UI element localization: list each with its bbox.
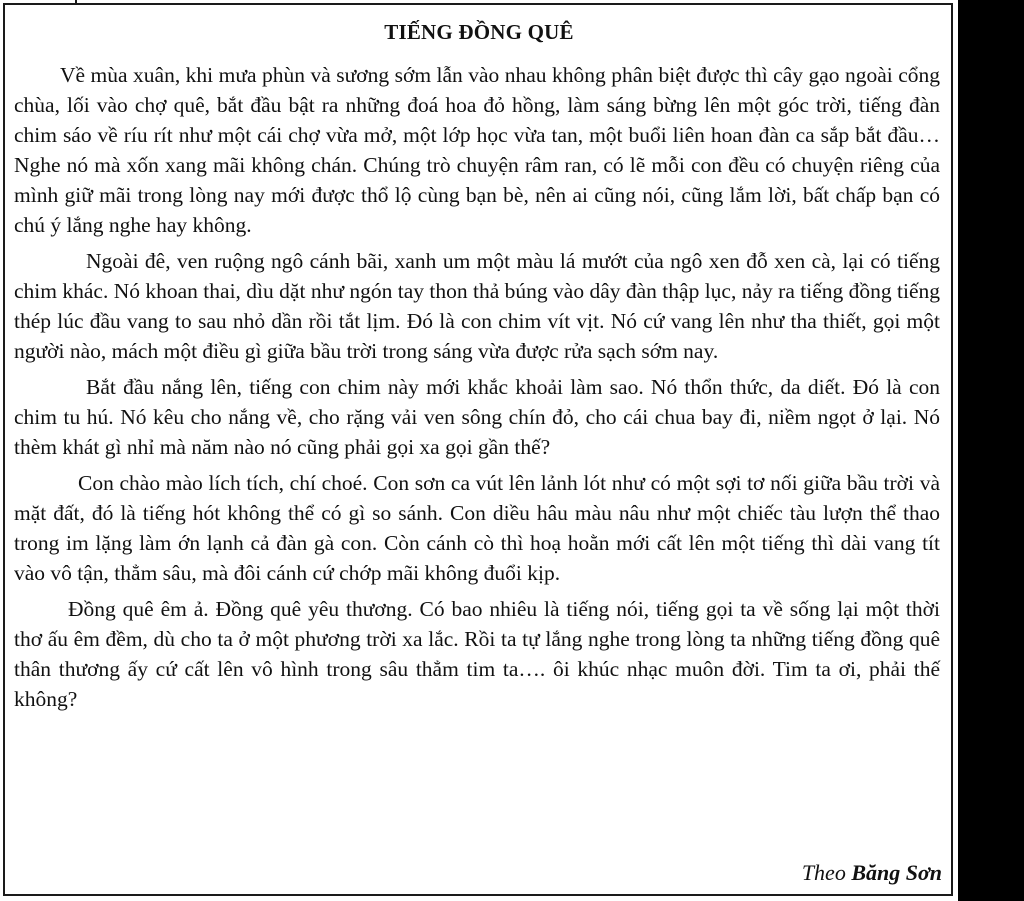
- paragraph-3: Bắt đầu nắng lên, tiếng con chim này mới khắc khoải làm sao. Nó thổn thức, da diết. Đó là con chim tu hú. Nó kêu cho nắng về, cho rặng vải ven sông chín đỏ, cho cái chua bay đi, niềm ngọt ở lại. Nó thèm khát gì nhỉ mà năm nào nó cũng phải gọi xa gọi gần thế?: [14, 375, 940, 459]
- paragraph-1: Về mùa xuân, khi mưa phùn và sương sớm lẫn vào nhau không phân biệt được thì cây gạo ngoài cổng chùa, lối vào chợ quê, bắt đầu bật ra những đoá hoa đỏ hồng, làm sáng bừng lên một góc trời, tiếng đàn chim sáo về ríu rít như một cái chợ vừa mở, một lớp học vừa tan, một buổi liên hoan đàn ca sắp bắt đầu… Nghe nó mà xốn xang mãi không chán. Chúng trò chuyện râm ran, có lẽ mỗi con đều có chuyện riêng của mình giữ mãi trong lòng nay mới được thổ lộ cùng bạn bè, nên ai cũng nói, cũng lắm lời, bất chấp bạn có chú ý lắng nghe hay không.: [14, 63, 940, 237]
- attribution-prefix: Theo: [801, 860, 846, 885]
- document-body: [14, 60, 940, 720]
- paragraph-2: Ngoài đê, ven ruộng ngô cánh bãi, xanh um một màu lá mướt của ngô xen đỗ xen cà, lại có tiếng chim khác. Nó khoan thai, dìu dặt như ngón tay thon thả búng vào dây đàn thập lục, nảy ra tiếng đồng tiếng thép lúc đầu vang to sau nhỏ dần rồi tắt lịm. Đó là con chim vít vịt. Nó cứ vang lên như tha thiết, gọi một người nào, mách một điều gì giữa bầu trời trong sáng vừa được rửa sạch sớm nay.: [14, 249, 940, 363]
- attribution: [802, 858, 942, 888]
- document-title: TIẾNG ĐỒNG QUÊ: [384, 20, 574, 44]
- attribution-author: Băng Sơn: [851, 860, 942, 885]
- paragraph-4: Con chào mào lích tích, chí choé. Con sơn ca vút lên lảnh lót như có một sợi tơ nối giữa bầu trời và mặt đất, đó là tiếng hót không thể có gì so sánh. Con diều hâu màu nâu như một chiếc tàu lượn thể thao trong im lặng làm ớn lạnh cả đàn gà con. Còn cánh cò thì hoạ hoằn mới cất lên một tiếng thì dài vang tít vào vô tận, thẳm sâu, mà đôi cánh cứ chớp mãi không đuổi kịp.: [14, 471, 940, 585]
- paragraph-5: Đồng quê êm ả. Đồng quê yêu thương. Có bao nhiêu là tiếng nói, tiếng gọi ta về sống lại một thời thơ ấu êm đềm, dù cho ta ở một phương trời xa lắc. Rồi ta tự lắng nghe trong lòng ta những tiếng đồng quê thân thương ấy cứ cất lên vô hình trong sâu thẳm tim ta…. ôi khúc nhạc muôn đời. Tim ta ơi, phải thế không?: [14, 597, 940, 711]
